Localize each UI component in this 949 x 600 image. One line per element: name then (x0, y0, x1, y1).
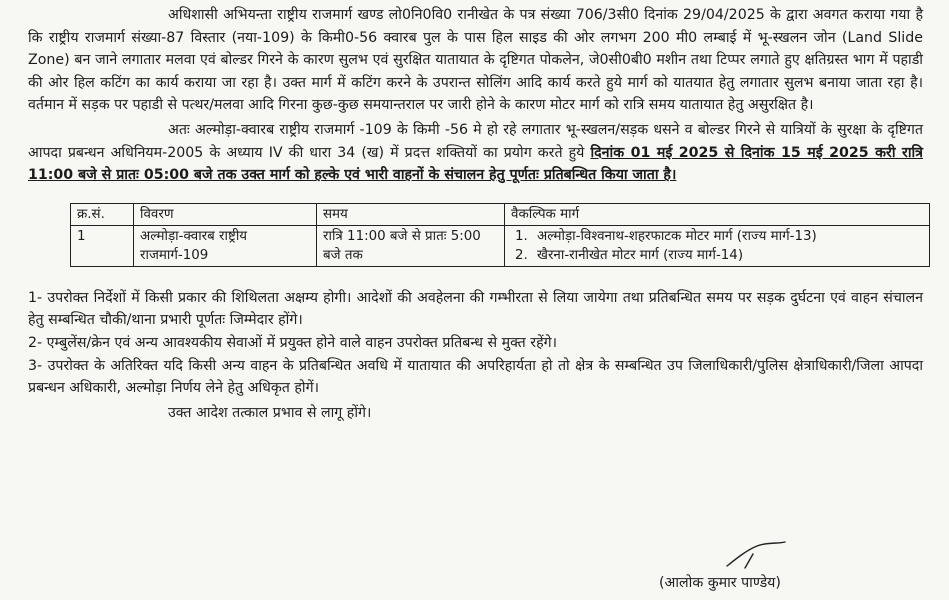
header-time: समय (317, 203, 505, 225)
alternate-route-text: अल्मोड़ा-विश्वनाथ-शहरफाटक मोटर मार्ग (राज्य मार्ग-13) (537, 228, 817, 244)
cell-serial: 1 (71, 225, 134, 266)
alternate-route-number: 1. (515, 228, 528, 244)
table-header-row (71, 203, 930, 225)
directive-text: अतः अल्मोड़ा-क्वारब राष्ट्रीय राजमार्ग -109 के किमी -56 मे हो रहे लगातार भू-स्खलन/सड़क धसने व बोल्डर गिरने से यात्रियों के सुरक्षा के दृष्टिगत आपदा प्रबन्धन अधिनियम-2005 के अध्याय IV की धारा 34 (ख) में प्रदत्त शक्तियों का प्रयोग करते हुये (28, 121, 923, 161)
header-description: विवरण (134, 203, 317, 225)
route-restriction-table (70, 203, 930, 267)
alternate-route-number: 2. (515, 247, 528, 263)
instruction-points (28, 287, 923, 400)
cell-alternate-routes (505, 225, 930, 266)
instruction-point-1: 1- उपरोक्त निर्देशों में किसी प्रकार की शिथिलता अक्षम्य होगी। आदेशों की अवहेलना की गम्भीरता से लिया जायेगा तथा प्रतिबन्धित समय पर सड़क दुर्घटना एवं वाहन संचालन हेतु सम्बन्धित चौकी/थाना प्रभारी पूर्णतः जिम्मेदार होंगे। (28, 289, 923, 329)
header-alternate-route: वैकल्पिक मार्ग (505, 203, 930, 225)
instruction-point-2: 2- एम्बुलेंस/क्रेन एवं अन्य आवश्यकीय सेवाओं में प्रयुक्त होने वाले वाहन उपरोक्त प्रतिबन्ध से मुक्त रहेंगे। (28, 334, 557, 351)
alternate-route-text: खैरना-रानीखेत मोटर मार्ग (राज्य मार्ग-14) (537, 247, 744, 263)
directive-restriction: दिनांक 01 मई 2025 से दिनांक 15 मई 2025 करी रात्रि 11:00 बजे से प्रातः 05:00 बजे तक उक्त मार्ग को हल्के एवं भारी वाहनों के संचालन हेतु पूर्णतः प्रतिबन्धित किया जाता है। (28, 144, 923, 184)
alternate-route-2 (511, 246, 923, 265)
instruction-point-3: 3- उपरोक्त के अतिरिक्त यदि किसी अन्य वाहन के प्रतिबन्धित अवधि में यातायात की अपरिहार्यता हो तो क्षेत्र के सम्बन्धित उप जिलाधिकारी/पुलिस क्षेत्राधिकारी/जिला आपदा प्रबन्धन अधिकारी, अल्मोड़ा निर्णय लेने हेतु अधिकृत होगें। (28, 357, 923, 397)
signature-block (659, 540, 859, 600)
signature-scribble-icon (723, 540, 803, 570)
order-paragraph-background: अधिशासी अभियन्ता राष्ट्रीय राजमार्ग खण्ड लो0नि0वि0 रानीखेत के पत्र संख्या 706/3सी0 दिनांक 29/04/2025 के द्वारा अवगत कराया गया है कि राष्ट्रीय राजमार्ग संख्या-87 विस्तार (नया-109) के किमी0-56 क्वारब पुल के पास हिल साइड की ओर लगभग 200 मी0 लम्बाई में भू-स्खलन जोन (Land Slide Zone) बन जाने लगातार मलवा एवं बोल्डर गिरने के कारण सुलभ एवं सुरक्षित यातायात के दृष्टिगत पोकलेन, जे0सी0बी0 मशीन तथा टिप्पर लगाते हुए क्षतिग्रस्त भाग में पहाडी की ओर हिल कटिंग का कार्य कराया जा रहा है। उक्त मार्ग में कटिंग करने के उपरान्त सोलिंग आदि कार्य करते हुये मार्ग को यातयात हेतु लगातार सुलभ बनाया जाता रहा है। वर्तमान में सड़क पर पहाडी से पत्थर/मलवा आदि गिरना कुछ-कुछ समयान्तराल पर जारी होने के कारण मोटर मार्ग को रात्रि समय यातायात हेतु असुरक्षित है। (28, 7, 923, 114)
closing-statement: उक्त आदेश तत्काल प्रभाव से लागू होंगे। (168, 404, 372, 421)
cell-time: रात्रि 11:00 बजे से प्रातः 5:00 बजे तक (317, 225, 505, 266)
alternate-route-1 (511, 227, 923, 246)
cell-description: अल्मोड़ा-क्वारब राष्ट्रीय राजमार्ग-109 (134, 225, 317, 266)
header-serial: क्र.सं. (71, 203, 134, 225)
table-row (71, 225, 930, 266)
signatory-name: (आलोक कुमार पाण्डेय) (659, 575, 781, 591)
order-paragraph-directive (28, 119, 923, 187)
